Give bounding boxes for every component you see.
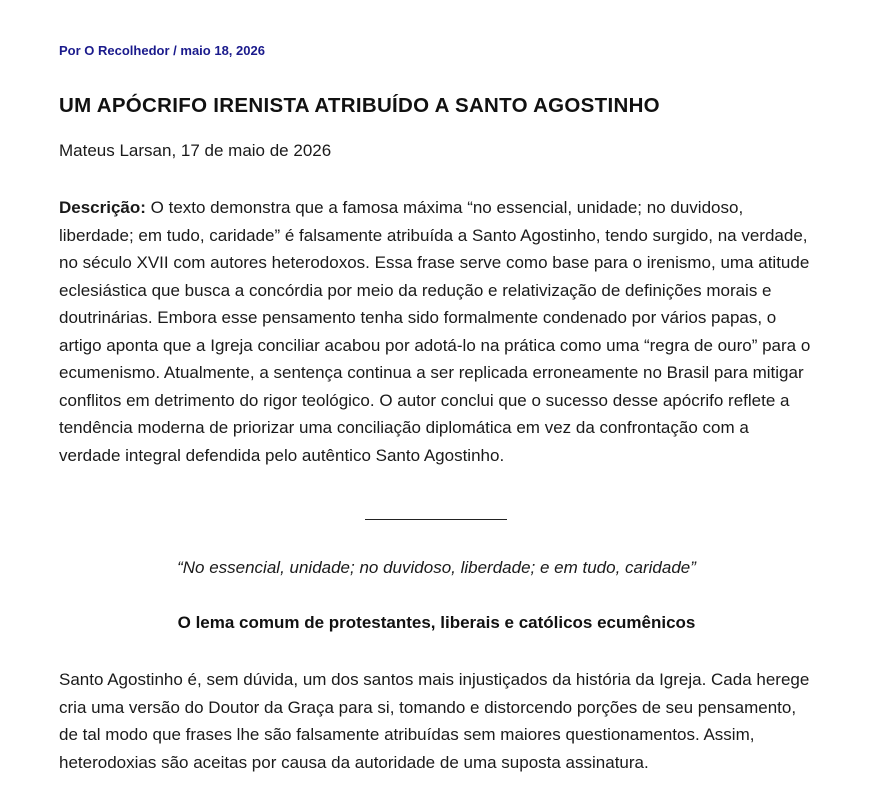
date-link[interactable]: maio 18, 2026 bbox=[180, 43, 265, 58]
article-quote: “No essencial, unidade; no duvidoso, liberdade; e em tudo, caridade” bbox=[177, 558, 696, 577]
description-text: O texto demonstra que a famosa máxima “no essencial, unidade; no duvidoso, liberdade; em tudo, caridade” é falsamente atribuída a Santo Agostinho, tendo surgido, na verdade, no século XVII com autores heterodoxos. Essa frase serve como base para o irenismo, uma atitude eclesiástica que busca a concórdia por meio da redução e relativização de definições morais e doutrinárias. Embora esse pensamento tenha sido formalmente condenado por vários papas, o artigo aponta que a Igreja conciliar acabou por adotá-lo na prática como uma “regra de ouro” para o ecumenismo. Atualmente, a sentença continua a ser replicada erroneamente no Brasil para mitigar conflitos em detrimento do rigor teológico. O autor conclui que o sucesso desse apócrifo reflete a tendência moderna de priorizar uma conciliação diplomática em vez da confrontação com a verdade integral defendida pelo autêntico Santo Agostinho. bbox=[59, 198, 811, 465]
article-description bbox=[59, 194, 814, 469]
post-byline bbox=[59, 43, 265, 58]
author-link[interactable]: O Recolhedor bbox=[84, 43, 170, 58]
description-label: Descrição: bbox=[59, 198, 146, 217]
article-subtitle: O lema comum de protestantes, liberais e católicos ecumênicos bbox=[177, 613, 696, 632]
author-date-line: Mateus Larsan, 17 de maio de 2026 bbox=[59, 141, 332, 160]
article-paragraph: Santo Agostinho é, sem dúvida, um dos santos mais injustiçados da história da Igreja. Cada herege cria uma versão do Doutor da Graça para si, tomando e distorcendo porções de seu pensamento, de tal modo que frases lhe são falsamente atribuídas sem maiores questionamentos. Assim, heterodoxias são aceitas por causa da autoridade de uma suposta assinatura. bbox=[59, 670, 810, 772]
byline-separator: / bbox=[169, 43, 181, 58]
section-divider bbox=[365, 519, 507, 520]
byline-prefix: Por bbox=[59, 43, 85, 58]
article-title: UM APÓCRIFO IRENISTA ATRIBUÍDO A SANTO AGOSTINHO bbox=[59, 94, 660, 117]
